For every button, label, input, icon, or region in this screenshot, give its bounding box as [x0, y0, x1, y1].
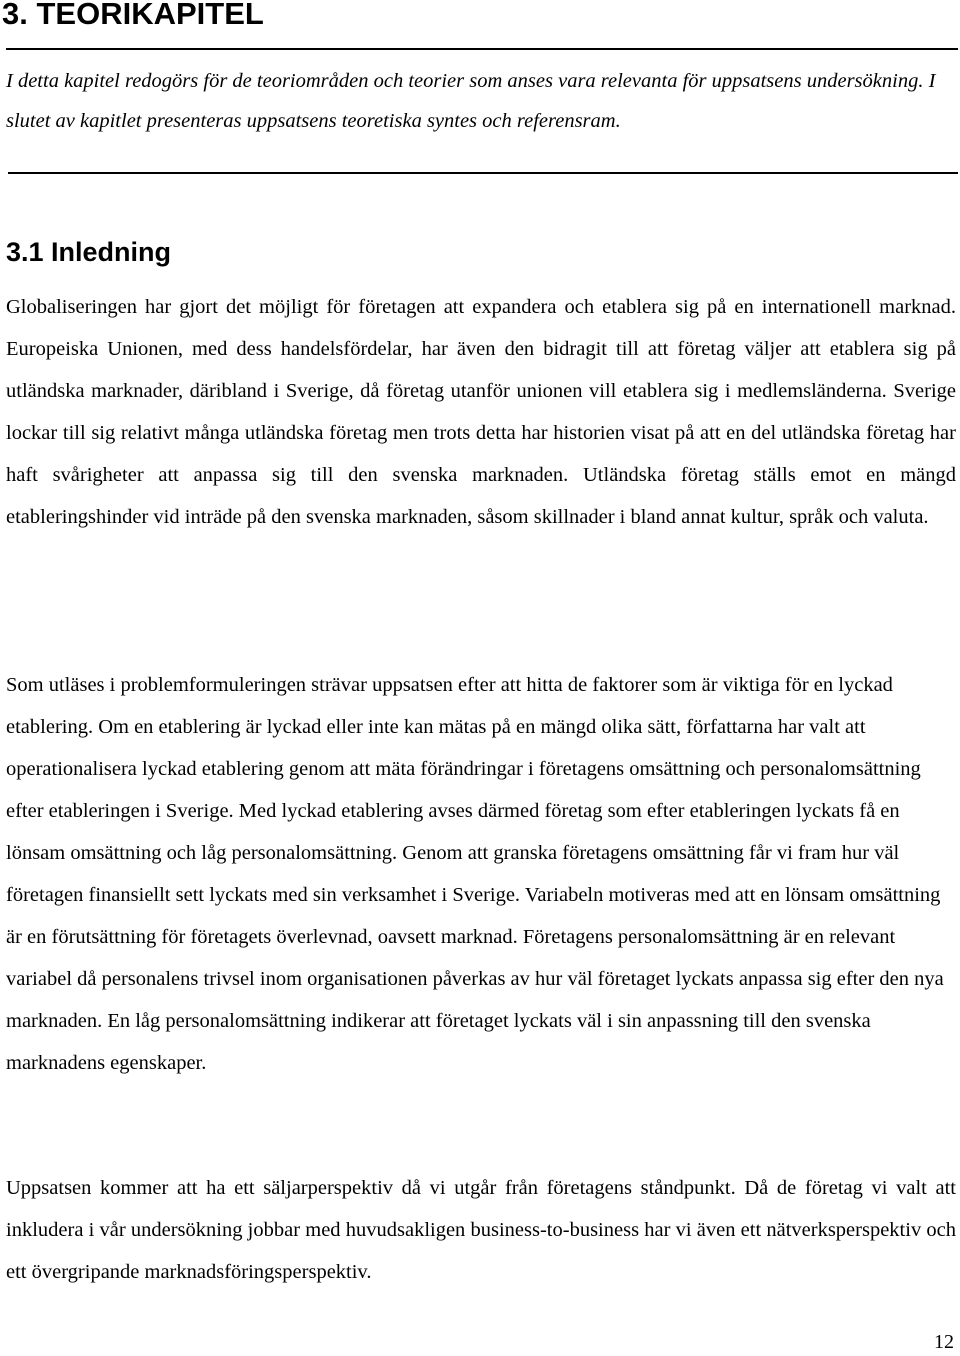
- intro-top-rule: [6, 48, 958, 50]
- body-paragraph-2: Som utläses i problemformuleringen strävar uppsatsen efter att hitta de faktorer som är viktiga för en lyckad etablering. Om en etablering är lyckad eller inte kan mätas på en mängd olika sätt, författarna har valt att operationalisera lyckad etablering genom att mäta förändringar i företagens omsättning och personalomsättning efter etableringen i Sverige. Med lyckad etablering avses därmed företag som efter etableringen lyckats få en lönsam omsättning och låg personalomsättning. Genom att granska företagens omsättning får vi fram hur väl företagen finansiellt sett lyckats med sin verksamhet i Sverige. Variabeln motiveras med att en lönsam omsättning är en förutsättning för företagets överlevnad, oavsett marknad. Företagens personalomsättning är en relevant variabel då personalens trivsel inom organisationen påverkas av hur väl företaget lyckats anpassa sig efter den nya marknaden. En låg personalomsättning indikerar att företaget lyckats väl i sin anpassning till den svenska marknadens egenskaper.: [6, 674, 944, 1074]
- body-paragraph-3: Uppsatsen kommer att ha ett säljarperspektiv då vi utgår från företagens ståndpunkt. Då de företag vi valt att inkludera i vår undersökning jobbar med huvudsakligen business-to-business har vi även ett nätverksperspektiv och ett övergripande marknadsföringsperspektiv.: [6, 1177, 956, 1283]
- page-number: 12: [934, 1331, 954, 1353]
- intro-bottom-rule: [8, 172, 958, 174]
- chapter-title: 3. TEORIKAPITEL: [2, 0, 264, 31]
- body-paragraph-1: Globaliseringen har gjort det möjligt för företagen att expandera och etablera sig på en internationell marknad. Europeiska Unionen, med dess handelsfördelar, har även den bidragit till att företag väljer att etablera sig på utländska marknader, däribland i Sverige, då företag utanför unionen vill etablera sig i medlemsländerna. Sverige lockar till sig relativt många utländska företag men trots detta har historien visat på att en del utländska företag har haft svårigheter att anpassa sig till den svenska marknaden. Utländska företag ställs emot en mängd etableringshinder vid inträde på den svenska marknaden, såsom skillnader i bland annat kultur, språk och valuta.: [6, 296, 956, 528]
- section-title: 3.1 Inledning: [6, 237, 172, 267]
- chapter-intro: I detta kapitel redogörs för de teoriområden och teorier som anses vara relevanta för uppsatsens undersökning. I slutet av kapitlet presenteras uppsatsens teoretiska syntes och referensram.: [6, 70, 936, 132]
